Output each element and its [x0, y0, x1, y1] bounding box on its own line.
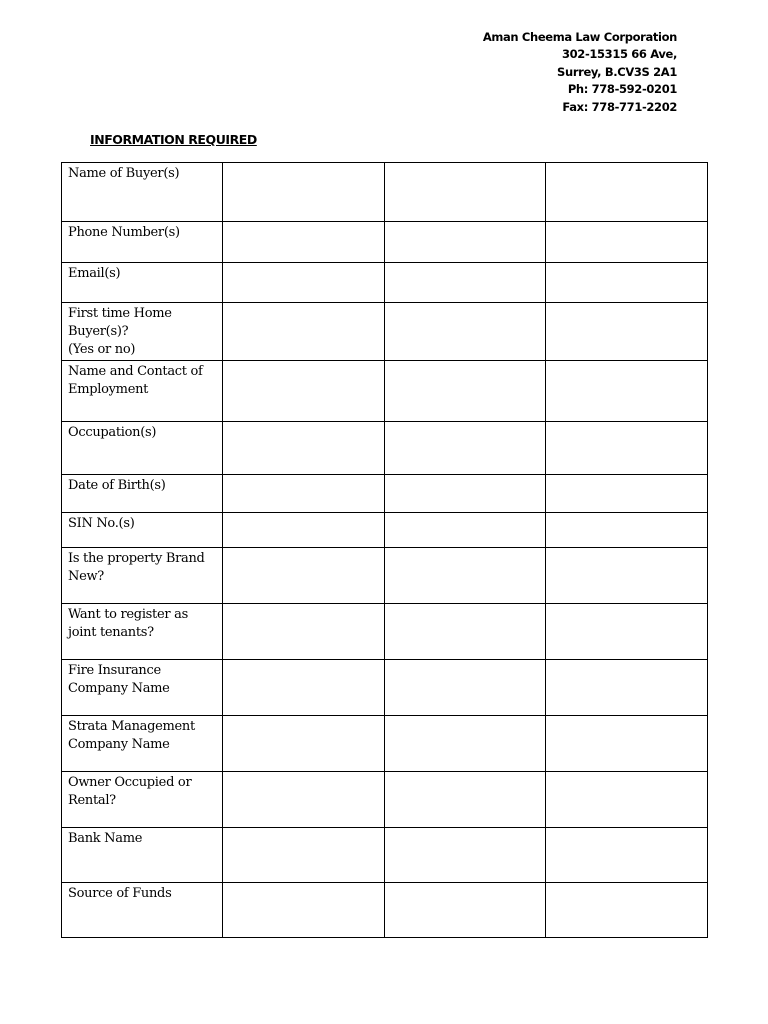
entry-cell-buyer-2[interactable]: [385, 303, 546, 361]
row-label: [62, 163, 223, 222]
entry-cell-buyer-1[interactable]: [223, 421, 385, 474]
table-row: [62, 222, 708, 263]
row-label: [62, 222, 223, 263]
entry-cell-buyer-2[interactable]: [385, 474, 546, 512]
table-row: [62, 421, 708, 474]
entry-cell-buyer-3[interactable]: [546, 882, 708, 937]
entry-cell-buyer-2[interactable]: [385, 163, 546, 222]
row-label: [62, 512, 223, 547]
row-label-line: Rental?: [68, 792, 116, 808]
entry-cell-buyer-1[interactable]: [223, 771, 385, 827]
table-row: [62, 771, 708, 827]
entry-cell-buyer-2[interactable]: [385, 360, 546, 421]
row-label-line: Occupation(s): [68, 424, 157, 440]
entry-cell-buyer-1[interactable]: [223, 474, 385, 512]
entry-cell-buyer-2[interactable]: [385, 771, 546, 827]
entry-cell-buyer-2[interactable]: [385, 547, 546, 603]
row-label-line: Phone Number(s): [68, 225, 180, 240]
entry-cell-buyer-2[interactable]: [385, 882, 546, 937]
table-row: [62, 163, 708, 222]
row-label-line: Is the property Brand: [68, 550, 205, 566]
entry-cell-buyer-1[interactable]: [223, 360, 385, 421]
row-label-line: Email(s): [68, 266, 121, 281]
entry-cell-buyer-3[interactable]: [546, 360, 708, 421]
entry-cell-buyer-3[interactable]: [546, 771, 708, 827]
entry-cell-buyer-3[interactable]: [546, 303, 708, 361]
row-label: [62, 771, 223, 827]
row-label: [62, 659, 223, 715]
entry-cell-buyer-3[interactable]: [546, 222, 708, 263]
row-label: [62, 263, 223, 303]
entry-cell-buyer-2[interactable]: [385, 827, 546, 882]
table-row: [62, 512, 708, 547]
row-label: [62, 827, 223, 882]
row-label-line: Owner Occupied or: [68, 774, 192, 790]
row-label: [62, 603, 223, 659]
entry-cell-buyer-1[interactable]: [223, 163, 385, 222]
row-label-line: Employment: [68, 381, 149, 397]
row-label: [62, 474, 223, 512]
row-label: [62, 421, 223, 474]
entry-cell-buyer-1[interactable]: [223, 882, 385, 937]
entry-cell-buyer-1[interactable]: [223, 222, 385, 263]
entry-cell-buyer-1[interactable]: [223, 827, 385, 882]
row-label-line: Name of Buyer(s): [68, 166, 180, 181]
information-table: [61, 162, 708, 938]
row-label-line: Bank Name: [68, 830, 143, 846]
row-label-line: Name and Contact of: [68, 363, 203, 379]
row-label: [62, 360, 223, 421]
entry-cell-buyer-3[interactable]: [546, 512, 708, 547]
entry-cell-buyer-1[interactable]: [223, 715, 385, 771]
entry-cell-buyer-3[interactable]: [546, 603, 708, 659]
entry-cell-buyer-3[interactable]: [546, 659, 708, 715]
entry-cell-buyer-1[interactable]: [223, 659, 385, 715]
table-row: [62, 882, 708, 937]
address-line-2: Surrey, B.CV3S 2A1: [557, 64, 677, 79]
row-label-line: First time Home: [68, 306, 172, 321]
section-heading: INFORMATION REQUIRED: [90, 132, 257, 147]
entry-cell-buyer-1[interactable]: [223, 303, 385, 361]
row-label-line: Company Name: [68, 736, 170, 752]
row-label-line: Source of Funds: [68, 885, 172, 901]
row-label-line: joint tenants?: [68, 624, 154, 640]
fax-number: Fax: 778-771-2202: [562, 99, 677, 114]
entry-cell-buyer-2[interactable]: [385, 222, 546, 263]
row-label-line: Strata Management: [68, 718, 195, 734]
entry-cell-buyer-2[interactable]: [385, 603, 546, 659]
table-row: [62, 827, 708, 882]
row-label-line: (Yes or no): [68, 342, 136, 358]
row-label-line: New?: [68, 568, 104, 584]
letterhead: [483, 29, 677, 116]
table-row: [62, 547, 708, 603]
row-label-line: Date of Birth(s): [68, 477, 166, 493]
row-label: [62, 547, 223, 603]
table-row: [62, 659, 708, 715]
table-row: [62, 303, 708, 361]
entry-cell-buyer-3[interactable]: [546, 421, 708, 474]
entry-cell-buyer-1[interactable]: [223, 547, 385, 603]
row-label-line: SIN No.(s): [68, 515, 135, 531]
entry-cell-buyer-3[interactable]: [546, 715, 708, 771]
row-label: [62, 882, 223, 937]
row-label-line: Fire Insurance: [68, 662, 161, 678]
entry-cell-buyer-2[interactable]: [385, 715, 546, 771]
row-label: [62, 303, 223, 361]
table-row: [62, 474, 708, 512]
entry-cell-buyer-2[interactable]: [385, 421, 546, 474]
table-row: [62, 263, 708, 303]
phone-number: Ph: 778-592-0201: [567, 82, 677, 97]
entry-cell-buyer-2[interactable]: [385, 263, 546, 303]
table-row: [62, 360, 708, 421]
entry-cell-buyer-3[interactable]: [546, 263, 708, 303]
row-label: [62, 715, 223, 771]
row-label-line: Buyer(s)?: [68, 324, 129, 340]
entry-cell-buyer-3[interactable]: [546, 547, 708, 603]
entry-cell-buyer-1[interactable]: [223, 263, 385, 303]
entry-cell-buyer-2[interactable]: [385, 659, 546, 715]
entry-cell-buyer-1[interactable]: [223, 603, 385, 659]
entry-cell-buyer-2[interactable]: [385, 512, 546, 547]
entry-cell-buyer-3[interactable]: [546, 163, 708, 222]
firm-name: Aman Cheema Law Corporation: [482, 30, 677, 44]
row-label-line: Company Name: [68, 680, 170, 696]
address-line-1: 302-15315 66 Ave,: [561, 47, 677, 62]
entry-cell-buyer-1[interactable]: [223, 512, 385, 547]
table-row: [62, 715, 708, 771]
row-label-line: Want to register as: [68, 606, 188, 622]
table-row: [62, 603, 708, 659]
entry-cell-buyer-3[interactable]: [546, 827, 708, 882]
entry-cell-buyer-3[interactable]: [546, 474, 708, 512]
